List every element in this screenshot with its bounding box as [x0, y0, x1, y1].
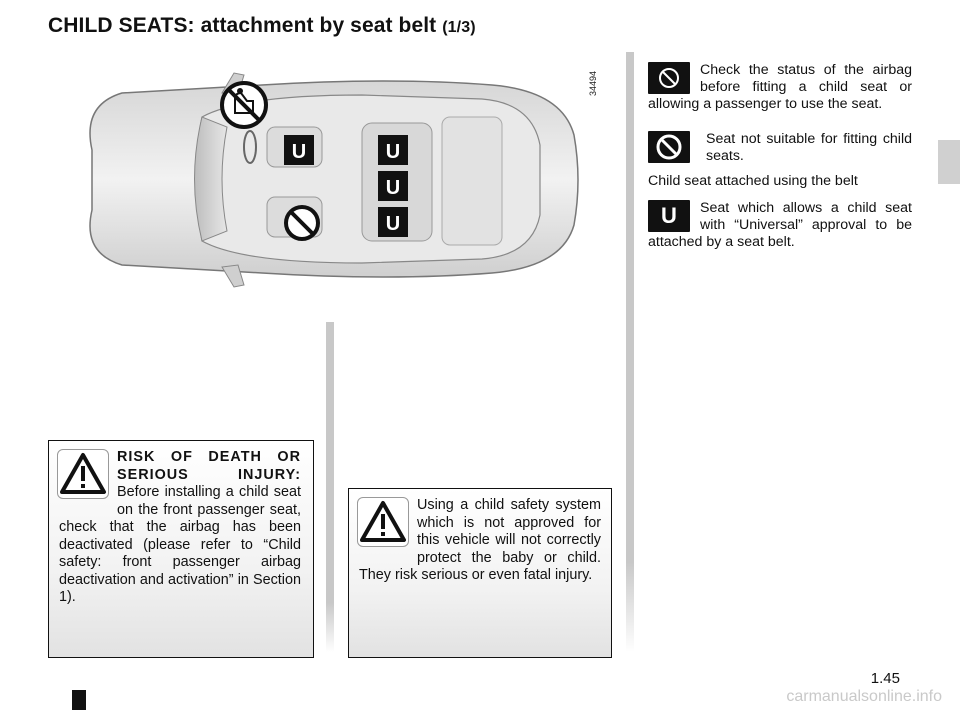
svg-text:U: U: [291, 141, 307, 163]
legend-section-heading: Child seat attached using the belt: [648, 173, 858, 189]
windshield-shape: [195, 117, 228, 241]
warning-left-body: Before installing a child seat on the front passenger seat, check that the airbag has been deactivated (please refer to “Child safety: front passenger airbag deactivation and activation” in Section 1).: [59, 484, 301, 605]
legend-not-suitable: [648, 131, 912, 165]
universal-badge-rear-3: [378, 207, 408, 237]
watermark: carmanualsonline.info: [786, 688, 942, 705]
universal-badge-rear-1: [378, 135, 408, 165]
universal-badge-rear-2: [378, 171, 408, 201]
legend-universal-text: Seat which allows a child seat with “Universal” approval to be attached by a seat belt.: [648, 200, 912, 250]
warning-box-right: [348, 488, 612, 658]
svg-text:U: U: [385, 141, 401, 163]
title-part: (1/3): [442, 19, 476, 36]
warning-right-body: Using a child safety system which is not approved for this vehicle will not correctly protect the baby or child. They risk serious or even fatal injury.: [359, 497, 601, 583]
rear-shelf: [442, 117, 502, 245]
warning-box-left: [48, 440, 314, 658]
section-tab: [938, 140, 960, 184]
no-child-seat-icon: [648, 131, 690, 163]
airbag-warning-icon: [648, 62, 690, 94]
warning-right-text: [359, 497, 601, 585]
legend-airbag: [648, 62, 912, 113]
page-title: [48, 14, 476, 38]
universal-letter: U: [661, 203, 677, 228]
legend-airbag-text: Check the status of the airbag before fitting a child seat or allowing a passenger to use the seat.: [648, 62, 912, 112]
column-divider-left: [326, 322, 334, 652]
universal-seat-icon: [648, 200, 690, 232]
airbag-warning-icon: [222, 83, 266, 127]
car-top-view-figure: [62, 55, 602, 305]
legend-not-suitable-text: Seat not suitable for fitting child seats.: [706, 131, 912, 164]
svg-text:U: U: [385, 177, 401, 199]
page-number: 1.45: [870, 670, 900, 687]
no-child-seat-icon: [286, 207, 318, 239]
column-divider-right: [626, 52, 634, 652]
figure-number: 34494: [588, 70, 598, 96]
crop-mark: [72, 690, 86, 710]
warning-left-text: [59, 449, 301, 607]
legend-universal: [648, 200, 912, 251]
warning-left-lead: RISK OF DEATH OR SERIOUS INJURY:: [117, 449, 301, 483]
universal-badge-front: [284, 135, 314, 165]
svg-text:U: U: [385, 213, 401, 235]
title-main: CHILD SEATS: attachment by seat belt: [48, 14, 437, 37]
